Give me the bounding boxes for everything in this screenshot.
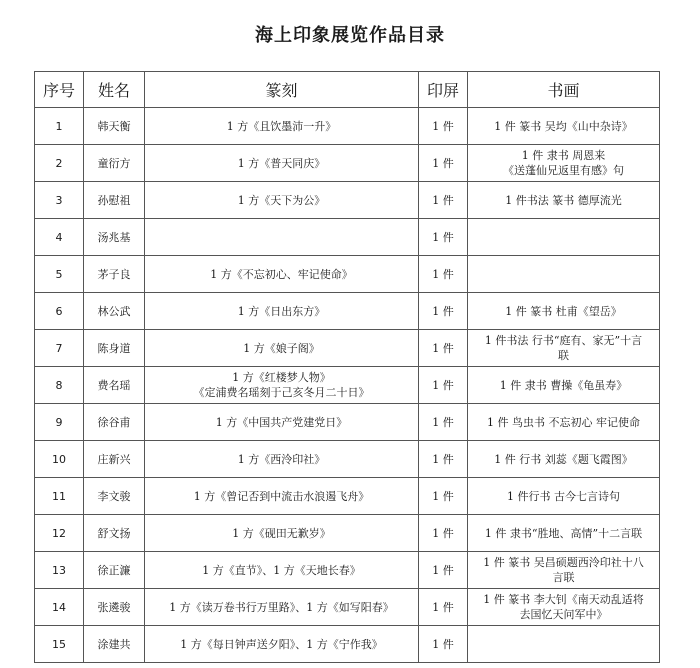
- cell-calligraphy-line: 联: [558, 349, 569, 362]
- cell-calligraphy-line: 1 件 篆书 吴昌硕题西泠印社十八: [483, 556, 644, 569]
- cell-print: 1 件: [419, 182, 468, 219]
- cell-print: 1 件: [419, 293, 468, 330]
- cell-seal-line: 1 方《西泠印社》: [237, 452, 326, 466]
- table-row: [35, 441, 660, 478]
- cell-calligraphy-line: 1 件 隶书“胜地、高情”十二言联: [484, 526, 643, 540]
- table-row: [35, 367, 660, 404]
- cell-name: 韩天衡: [84, 108, 145, 145]
- cell-print: 1 件: [419, 219, 468, 256]
- cell-print: 1 件: [419, 441, 468, 478]
- cell-seal-line: 1 方《普天同庆》: [237, 156, 326, 170]
- cell-calligraphy: [468, 145, 660, 182]
- cell-calligraphy: [468, 256, 660, 293]
- cell-calligraphy-line: 言联: [552, 571, 575, 584]
- cell-calligraphy: [468, 293, 660, 330]
- cell-calligraphy-line: 1 件 隶书 曹操《龟虽寿》: [499, 378, 628, 392]
- cell-name: 汤兆基: [84, 219, 145, 256]
- table-row: [35, 293, 660, 330]
- cell-no: 4: [35, 219, 84, 256]
- table-row: [35, 478, 660, 515]
- cell-no: 7: [35, 330, 84, 367]
- cell-calligraphy-line: 1 件 鸟虫书 不忘初心 牢记使命: [487, 415, 640, 429]
- cell-print: 1 件: [419, 552, 468, 589]
- cell-seal-line: 1 方《日出东方》: [237, 304, 326, 318]
- cell-seal-line: 1 方《砚田无歉岁》: [232, 526, 331, 540]
- cell-calligraphy: [468, 515, 660, 552]
- cell-seal: [145, 589, 419, 626]
- cell-print: 1 件: [419, 145, 468, 182]
- table-row: [35, 182, 660, 219]
- cell-calligraphy-line: 1 件行书 古今七言诗句: [507, 489, 620, 503]
- cell-no: 10: [35, 441, 84, 478]
- cell-no: 5: [35, 256, 84, 293]
- cell-seal: [145, 404, 419, 441]
- table-row: [35, 404, 660, 441]
- cell-seal: [145, 256, 419, 293]
- header-row: [35, 72, 660, 108]
- header-print: 印屏: [419, 72, 468, 108]
- cell-seal: [145, 108, 419, 145]
- cell-no: 8: [35, 367, 84, 404]
- cell-seal: [145, 293, 419, 330]
- table-row: [35, 108, 660, 145]
- cell-print: 1 件: [419, 589, 468, 626]
- cell-calligraphy: [468, 330, 660, 367]
- cell-seal: [145, 552, 419, 589]
- cell-print: 1 件: [419, 626, 468, 663]
- cell-seal-line: 1 方《且饮墨沛一升》: [226, 119, 337, 133]
- document-title: 海上印象展览作品目录: [255, 25, 445, 46]
- cell-seal-line: 1 方《红楼梦人物》: [232, 371, 331, 384]
- table-row: [35, 589, 660, 626]
- cell-seal-line: 1 方《直节》、1 方《天地长春》: [202, 563, 361, 577]
- cell-calligraphy-line: 1 件 篆书 吴均《山中杂诗》: [494, 119, 633, 133]
- cell-calligraphy-line: 去国忆天问军中》: [519, 608, 608, 621]
- cell-name: 李文骏: [84, 478, 145, 515]
- cell-seal: [145, 219, 419, 256]
- cell-seal: [145, 515, 419, 552]
- table-row: [35, 330, 660, 367]
- cell-seal: [145, 367, 419, 404]
- catalog-rows: [35, 108, 660, 663]
- table-row: [35, 145, 660, 182]
- cell-seal: [145, 182, 419, 219]
- cell-no: 9: [35, 404, 84, 441]
- cell-seal-line: 1 方《天下为公》: [237, 193, 326, 207]
- cell-no: 14: [35, 589, 84, 626]
- cell-name: 张遴骏: [84, 589, 145, 626]
- cell-seal: [145, 330, 419, 367]
- cell-name: 童衍方: [84, 145, 145, 182]
- cell-print: 1 件: [419, 367, 468, 404]
- cell-calligraphy-line: 《送蓬仙兄返里有感》句: [503, 164, 624, 177]
- cell-calligraphy: [468, 589, 660, 626]
- header-calligraphy: 书画: [468, 72, 660, 108]
- cell-seal-line: 《定浦费名瑶刻于己亥冬月二十日》: [193, 386, 370, 399]
- cell-seal-line: 1 方《中国共产党建党日》: [215, 415, 348, 429]
- cell-print: 1 件: [419, 515, 468, 552]
- cell-calligraphy-line: 1 件 篆书 杜甫《望岳》: [505, 304, 622, 318]
- cell-name: 徐谷甫: [84, 404, 145, 441]
- cell-calligraphy: [468, 367, 660, 404]
- cell-seal: [145, 145, 419, 182]
- cell-name: 舒文扬: [84, 515, 145, 552]
- header-name: 姓名: [84, 72, 145, 108]
- cell-calligraphy: [468, 182, 660, 219]
- header-seal: 篆刻: [145, 72, 419, 108]
- header-no: 序号: [35, 72, 84, 108]
- cell-calligraphy-line: 1 件书法 篆书 德厚流光: [505, 193, 622, 207]
- cell-calligraphy: [468, 441, 660, 478]
- cell-seal-line: 1 方《读万卷书行万里路》、1 方《如写阳春》: [169, 600, 394, 614]
- table-row: [35, 515, 660, 552]
- cell-no: 15: [35, 626, 84, 663]
- cell-name: 庄新兴: [84, 441, 145, 478]
- table-row: [35, 256, 660, 293]
- cell-name: 涂建共: [84, 626, 145, 663]
- cell-seal-line: 1 方《曾记否到中流击水浪遏飞舟》: [193, 489, 370, 503]
- cell-calligraphy: [468, 478, 660, 515]
- cell-calligraphy: [468, 108, 660, 145]
- cell-name: 徐正濂: [84, 552, 145, 589]
- cell-name: 孙慰祖: [84, 182, 145, 219]
- cell-print: 1 件: [419, 256, 468, 293]
- cell-calligraphy-line: 1 件 行书 刘蕊《题飞霞图》: [494, 452, 633, 466]
- cell-calligraphy: [468, 552, 660, 589]
- cell-name: 费名瑶: [84, 367, 145, 404]
- cell-print: 1 件: [419, 108, 468, 145]
- cell-seal-line: 1 方《每日钟声送夕阳》、1 方《宁作我》: [180, 637, 383, 651]
- cell-seal: [145, 441, 419, 478]
- cell-no: 6: [35, 293, 84, 330]
- cell-calligraphy: [468, 626, 660, 663]
- cell-calligraphy-line: 1 件 篆书 李大钊《南天动乱适将: [483, 593, 644, 606]
- cell-name: 茅子良: [84, 256, 145, 293]
- cell-no: 13: [35, 552, 84, 589]
- cell-print: 1 件: [419, 404, 468, 441]
- catalog-table: [34, 71, 660, 663]
- cell-calligraphy-line: 1 件书法 行书“庭有、家无”十言: [484, 334, 643, 347]
- table-row: [35, 626, 660, 663]
- cell-seal: [145, 478, 419, 515]
- cell-calligraphy: [468, 404, 660, 441]
- table-row: [35, 219, 660, 256]
- cell-seal: [145, 626, 419, 663]
- cell-print: 1 件: [419, 330, 468, 367]
- cell-calligraphy: [468, 219, 660, 256]
- cell-calligraphy-line: 1 件 隶书 周恩来: [521, 149, 606, 162]
- cell-no: 2: [35, 145, 84, 182]
- table-row: [35, 552, 660, 589]
- cell-name: 陈身道: [84, 330, 145, 367]
- cell-seal-line: 1 方《娘子阁》: [243, 341, 320, 355]
- cell-no: 11: [35, 478, 84, 515]
- cell-print: 1 件: [419, 478, 468, 515]
- cell-no: 3: [35, 182, 84, 219]
- cell-no: 12: [35, 515, 84, 552]
- cell-name: 林公武: [84, 293, 145, 330]
- cell-seal-line: 1 方《不忘初心、牢记使命》: [210, 267, 353, 281]
- cell-no: 1: [35, 108, 84, 145]
